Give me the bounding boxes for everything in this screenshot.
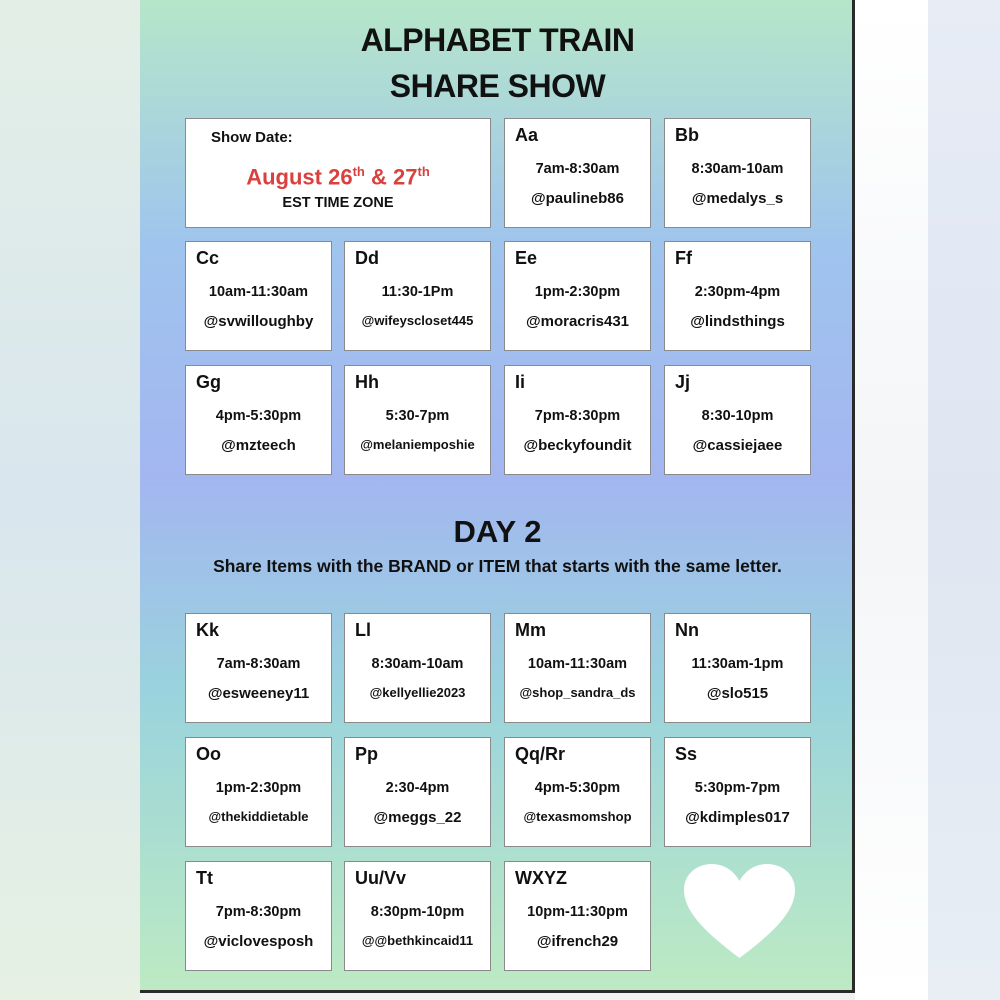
slot-card <box>664 737 811 847</box>
slot-card <box>185 737 332 847</box>
slot-letter: Gg <box>196 372 221 392</box>
slot-letter: Qq/Rr <box>515 744 566 764</box>
slot-card <box>185 613 332 723</box>
slot-letter: Kk <box>196 620 220 640</box>
slot-card <box>185 365 332 475</box>
slot-time: 7am-8:30am <box>216 656 301 672</box>
slot-card <box>664 241 811 351</box>
slot-handle: @slo515 <box>706 685 769 702</box>
slot-handle: @beckyfoundit <box>523 437 632 454</box>
slot-time: 5:30pm-7pm <box>694 780 781 796</box>
slot-time: 4pm-5:30pm <box>215 408 302 424</box>
slot-letter: Ii <box>515 372 526 392</box>
slot-letter: Hh <box>355 372 379 392</box>
slot-handle: @@bethkincaid11 <box>361 933 474 948</box>
slot-card <box>504 861 651 971</box>
show-date-label: Show Date: <box>211 129 293 146</box>
title-line-1: ALPHABET TRAIN <box>360 22 635 58</box>
slot-handle: @thekiddietable <box>208 809 309 824</box>
slot-card <box>344 365 491 475</box>
slot-letter: Bb <box>675 125 699 145</box>
slot-handle: @esweeney11 <box>207 685 310 702</box>
slot-handle: @ifrench29 <box>536 933 619 950</box>
slot-time: 8:30pm-10pm <box>370 904 465 920</box>
slot-letter: Aa <box>515 125 539 145</box>
slot-handle: @meggs_22 <box>373 809 462 826</box>
slot-time: 10am-11:30am <box>208 284 309 300</box>
slot-handle: @shop_sandra_ds <box>519 685 636 700</box>
background-right <box>855 0 1000 1000</box>
slot-card <box>344 241 491 351</box>
slot-time: 1pm-2:30pm <box>534 284 621 300</box>
slot-letter: Cc <box>196 248 220 268</box>
day2-heading: DAY 2 <box>453 514 542 549</box>
slot-time: 8:30-10pm <box>701 408 774 424</box>
slot-handle: @viclovesposh <box>203 933 314 950</box>
slot-letter: Tt <box>196 868 213 888</box>
slot-handle: @moracris431 <box>525 313 630 330</box>
slot-handle: @kellyellie2023 <box>369 685 466 700</box>
slot-time: 2:30-4pm <box>385 780 450 796</box>
show-date-day2-suffix: th <box>417 164 430 179</box>
slot-card <box>344 861 491 971</box>
slot-handle: @cassiejaee <box>692 437 783 454</box>
show-date-day1-suffix: th <box>352 164 365 179</box>
slot-handle: @mzteech <box>221 437 296 454</box>
slot-letter: Ee <box>515 248 538 268</box>
slot-handle: @paulineb86 <box>531 190 624 207</box>
slot-card <box>664 365 811 475</box>
slot-time: 7pm-8:30pm <box>215 904 302 920</box>
slot-time: 11:30-1Pm <box>381 284 454 300</box>
slot-time: 2:30pm-4pm <box>694 284 781 300</box>
slot-time: 11:30am-1pm <box>691 656 784 672</box>
show-dates <box>186 164 490 190</box>
slot-time: 10pm-11:30pm <box>527 904 628 920</box>
show-date-card <box>185 118 491 228</box>
slot-card <box>504 241 651 351</box>
slot-handle: @svwilloughby <box>203 313 314 330</box>
slot-letter: Ll <box>355 620 371 640</box>
slot-time: 8:30am-10am <box>691 161 784 177</box>
slot-handle: @kdimples017 <box>685 809 790 826</box>
slot-handle: @medalys_s <box>691 190 784 207</box>
slot-card <box>664 613 811 723</box>
slot-card <box>504 737 651 847</box>
slot-time: 8:30am-10am <box>371 656 464 672</box>
slot-time: 1pm-2:30pm <box>215 780 302 796</box>
show-date-amp: & <box>371 164 387 190</box>
heart-icon <box>682 862 797 962</box>
slot-letter: Oo <box>196 744 221 764</box>
slot-letter: Nn <box>675 620 699 640</box>
slot-card <box>664 118 811 228</box>
poster <box>140 0 855 993</box>
slot-card <box>344 737 491 847</box>
slot-card <box>185 241 332 351</box>
slot-letter: Ff <box>675 248 692 268</box>
slot-time: 7am-8:30am <box>535 161 620 177</box>
slot-letter: WXYZ <box>515 868 567 888</box>
slot-handle: @wifeyscloset445 <box>361 313 474 328</box>
slot-time: 7pm-8:30pm <box>534 408 621 424</box>
slot-time: 10am-11:30am <box>527 656 628 672</box>
slot-handle: @lindsthings <box>690 313 785 330</box>
background-strip <box>928 0 1000 1000</box>
slot-letter: Jj <box>675 372 691 392</box>
slot-handle: @texasmomshop <box>523 809 632 824</box>
slot-card <box>504 613 651 723</box>
slot-time: 5:30-7pm <box>385 408 450 424</box>
slot-time: 4pm-5:30pm <box>534 780 621 796</box>
slot-card <box>504 365 651 475</box>
slot-letter: Uu/Vv <box>355 868 407 888</box>
background-left <box>0 0 140 1000</box>
title-line-2: SHARE SHOW <box>389 68 606 104</box>
day2-instruction: Share Items with the BRAND or ITEM that starts with the same letter. <box>213 556 782 576</box>
slot-card <box>185 861 332 971</box>
show-date-month: August <box>246 164 322 190</box>
slot-letter: Ss <box>675 744 698 764</box>
slot-letter: Mm <box>515 620 546 640</box>
show-timezone: EST TIME ZONE <box>282 195 394 211</box>
slot-card <box>504 118 651 228</box>
slot-letter: Pp <box>355 744 379 764</box>
slot-handle: @melaniemposhie <box>360 437 475 452</box>
show-date-day2: 27 <box>393 164 418 190</box>
slot-letter: Dd <box>355 248 379 268</box>
slot-card <box>344 613 491 723</box>
show-date-day1: 26 <box>328 164 353 190</box>
